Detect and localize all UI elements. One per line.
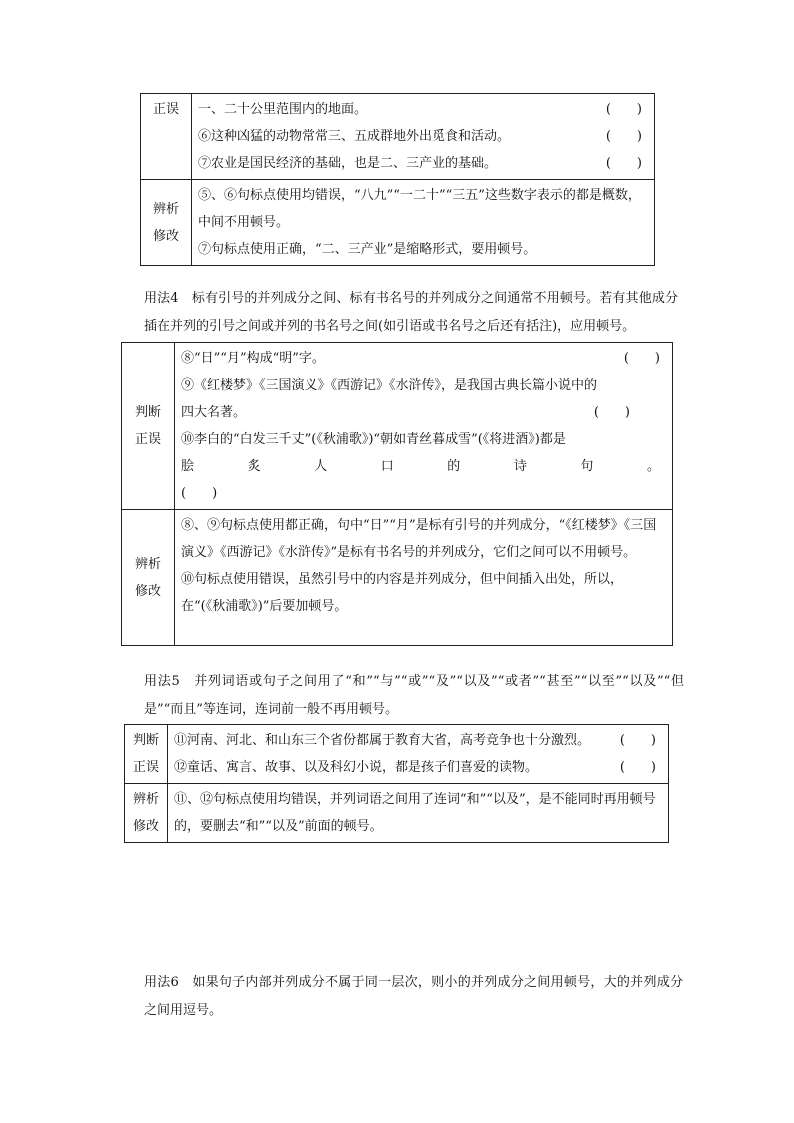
example-row: ⑨《红楼梦》《三国演义》《西游记》《水浒传》，是我国古典长篇小说中的四大名著。 ( ) [181,378,630,420]
label-analysis: 辨析 修改 [141,180,192,266]
example-row: ⑧“日”“月”构成“明”字。 ( ) [181,351,660,366]
example-row: ⑪河南、河北、和山东三个省份都属于教育大省，高考竞争也十分激烈。 ( ) [174,733,656,748]
analysis-text: ⑪、⑫句标点使用均错误，并列词语之间用了连词“和”“以及”，是不能同时再用顿号的，要删去“和”“以及”前面的顿号。 [168,784,669,843]
example-rows [192,94,655,180]
rule-4-paragraph: 用法4 标有引号的并列成分之间、标有书名号的并列成分之间通常不用顿号。若有其他成分插在并列的引号之间或并列的书名号之间(如引语或书名号之后还有括注)，应用顿号。 [144,291,678,334]
label-judge: 判断 正误 [122,343,175,510]
rule-6-paragraph: 用法6 如果句子内部并列成分不属于同一层次，则小的并列成分之间用顿号，大的并列成分之间用逗号。 [144,975,683,1018]
example-row: ⑩李白的“白发三千丈”(《秋浦歌》)“朝如青丝暮成雪”(《将进酒》)都是 脍 炙 人 口 的 诗 句 。 ( ) [181,426,666,507]
label-judge: 正误 [141,94,192,180]
example-rows [175,343,673,510]
label-judge: 判断 正误 [125,725,168,784]
example-row: ⑥这种凶猛的动物常常三、五成群地外出觅食和活动。 ( ) [198,129,642,144]
spread-line: 脍 炙 人 口 的 诗 句 。 [181,459,660,474]
table-usage-5-examples [124,724,669,843]
rule-5-paragraph: 用法5 并列词语或句子之间用了“和”“与”“或”“及”“以及”“或者”“甚至”“以至”“以及”“但是”“而且”等连词，连词前一般不再用顿号。 [144,674,684,717]
label-analysis: 辨析 修改 [122,510,175,646]
analysis-text: ⑧、⑨句标点使用都正确，句中“日”“月”是标有引号的并列成分，“《红楼梦》《三国演义》《西游记》《水浒传》”是标有书名号的并列成分，它们之间可以不用顿号。 ⑩句标点使用错误，虽然引号中的内容是并列成分，但中间插入出处，所以，在“(《秋浦歌》)”后要加顿号。 [175,510,673,646]
example-row: ⑫童话、寓言、故事、以及科幻小说，都是孩子们喜爱的读物。 ( ) [174,760,656,775]
example-row: 一、二十公里范围内的地面。 ( ) [198,102,642,117]
label-analysis: 辨析 修改 [125,784,168,843]
table-usage-3-examples [140,93,655,266]
table-usage-4-examples [121,342,673,646]
example-row: ⑦农业是国民经济的基础，也是二、三产业的基础。 ( ) [198,156,642,171]
example-rows [168,725,669,784]
analysis-text: ⑤、⑥句标点使用均错误，“八九”“一二十”“三五”这些数字表示的都是概数，中间不用顿号。 ⑦句标点使用正确，“二、三产业”是缩略形式，要用顿号。 [192,180,655,266]
